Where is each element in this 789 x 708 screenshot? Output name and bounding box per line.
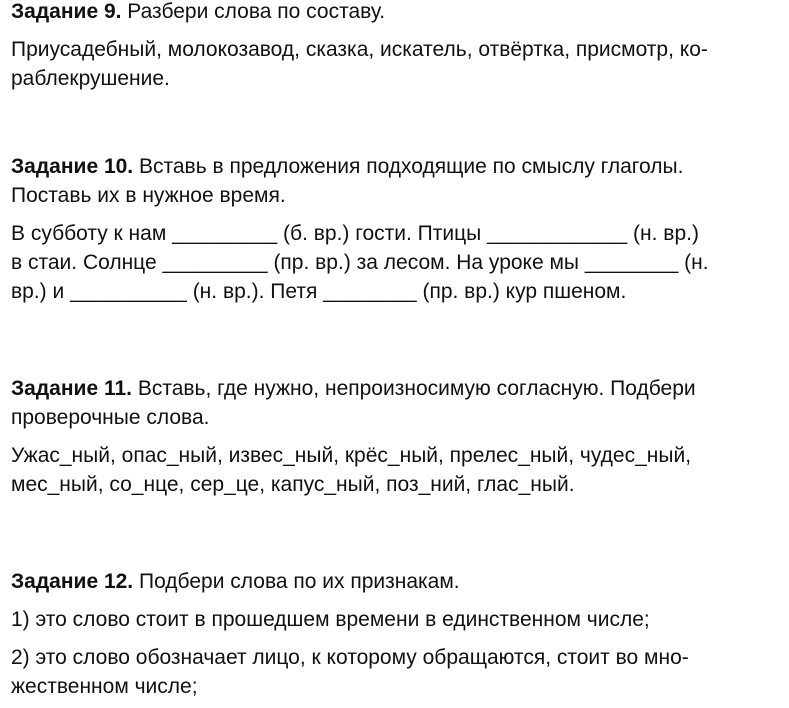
task-11-heading	[11, 374, 787, 403]
task-10	[11, 152, 787, 306]
task-11-body-line-2: мес_ный, со_нце, сер_це, капус_ный, поз_ний, глас_ный.	[11, 473, 575, 496]
task-12-item-2-line-2: жественном числе;	[11, 675, 198, 698]
task-11-label: Задание 11.	[11, 377, 132, 400]
task-9	[11, 0, 787, 93]
task-12	[11, 567, 787, 701]
task-12-label: Задание 12.	[11, 570, 134, 593]
task-9-body-line-2: раблекрушение.	[11, 67, 170, 90]
task-9-label: Задание 9.	[11, 0, 122, 23]
task-11-body-line-1: Ужас_ный, опас_ный, извес_ный, крёс_ный, прелес_ный, чудес_ный,	[11, 444, 692, 467]
task-10-heading	[11, 152, 787, 181]
task-10-instruction-line-2: Поставь их в нужное время.	[11, 184, 286, 207]
task-11-instruction-line-2: проверочные слова.	[11, 406, 210, 429]
task-10-instruction: Вставь в предложения подходящие по смыслу глаголы.	[133, 155, 684, 178]
task-10-body-line-1: В субботу к нам _________ (б. вр.) гости. Птицы ____________ (н. вр.)	[11, 222, 699, 245]
task-12-item-1: 1) это слово стоит в прошедшем времени в единственном числе;	[11, 608, 650, 631]
worksheet	[11, 0, 787, 701]
task-10-label: Задание 10.	[11, 155, 134, 178]
task-11	[11, 374, 787, 499]
task-12-instruction: Подбери слова по их признакам.	[133, 570, 460, 593]
task-11-instruction: Вставь, где нужно, непроизносимую согласную. Подбери	[132, 377, 696, 400]
task-10-body-line-2: в стаи. Солнце _________ (пр. вр.) за лесом. На уроке мы ________ (н.	[11, 251, 709, 274]
task-12-heading	[11, 567, 787, 596]
task-12-item-2-line-1: 2) это слово обозначает лицо, к которому обращаются, стоит во мно-	[11, 646, 689, 669]
task-10-body-line-3: вр.) и __________ (н. вр.). Петя ________ (пр. вр.) кур пшеном.	[11, 280, 627, 303]
task-9-heading	[11, 0, 787, 26]
task-9-body-line-1: Приусадебный, молокозавод, сказка, искатель, отвёртка, присмотр, ко-	[11, 38, 708, 61]
task-9-instruction: Разбери слова по составу.	[121, 0, 386, 23]
